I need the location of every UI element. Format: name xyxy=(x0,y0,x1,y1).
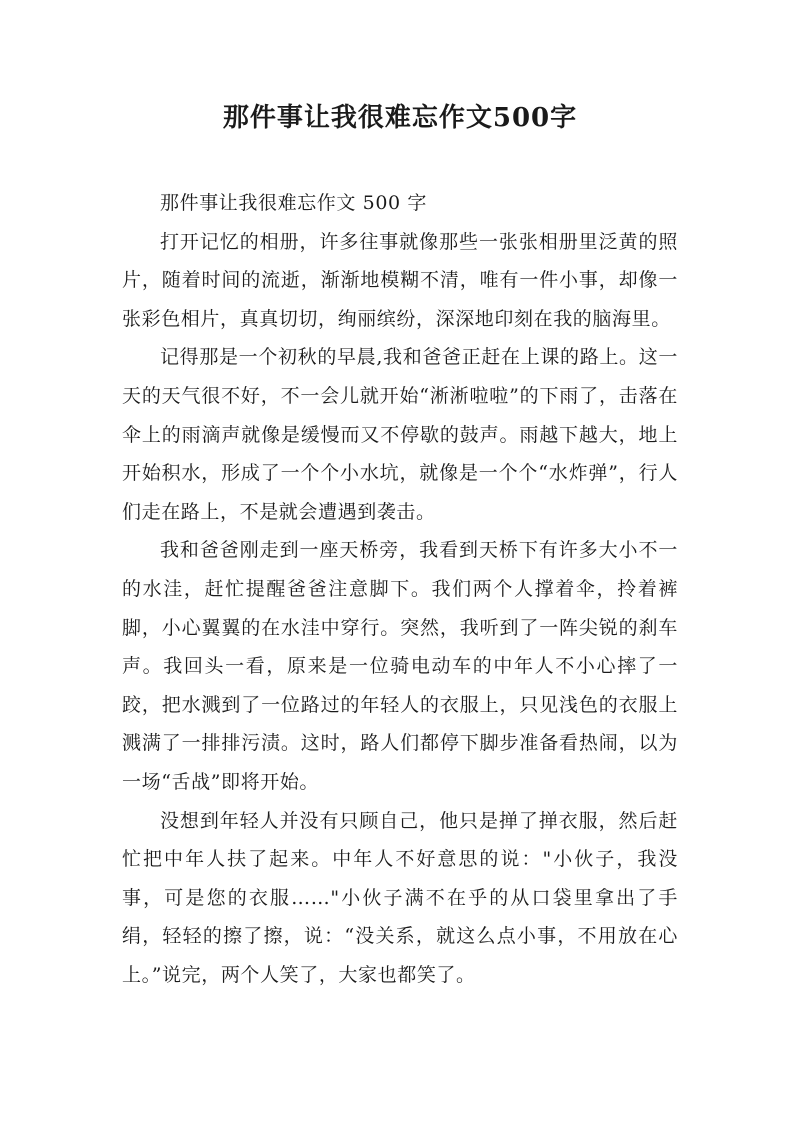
paragraph: 没想到年轻人并没有只顾自己，他只是掸了掸衣服，然后赶忙把中年人扶了起来。中年人不好意思的说："小伙子，我没事，可是您的衣服……"小伙子满不在乎的从口袋里拿出了手绢，轻轻的擦了擦，说：“没关系，就这么点小事，不用放在心上。”说完，两个人笑了，大家也都笑了。 xyxy=(122,809,678,986)
paragraph: 我和爸爸刚走到一座天桥旁，我看到天桥下有许多大小不一的水洼，赶忙提醒爸爸注意脚下。我们两个人撑着伞，拎着裤脚，小心翼翼的在水洼中穿行。突然，我听到了一阵尖锐的刹车声。我回头一看，原来是一位骑电动车的中年人不小心摔了一跤，把水溅到了一位路过的年轻人的衣服上，只见浅色的衣服上溅满了一排排污渍。这时，路人们都停下脚步准备看热闹，以为一场“舌战”即将开始。 xyxy=(122,539,678,793)
paragraph-subtitle: 那件事让我很难忘作文 500 字 xyxy=(160,192,427,214)
document-body xyxy=(122,184,678,994)
paragraph: 打开记忆的相册，许多往事就像那些一张张相册里泛黄的照片，随着时间的流逝，渐渐地模糊不清，唯有一件小事，却像一张彩色相片，真真切切，绚丽缤纷，深深地印刻在我的脑海里。 xyxy=(122,230,678,330)
document-title: 那件事让我很难忘作文500字 xyxy=(222,103,578,133)
paragraph: 记得那是一个初秋的早晨,我和爸爸正赶在上课的路上。这一天的天气很不好，不一会儿就开始“淅淅啦啦”的下雨了，击落在伞上的雨滴声就像是缓慢而又不停歇的鼓声。雨越下越大，地上开始积水，形成了一个个小水坑，就像是一个个“水炸弹”，行人们走在路上，不是就会遭遇到袭击。 xyxy=(122,346,678,523)
